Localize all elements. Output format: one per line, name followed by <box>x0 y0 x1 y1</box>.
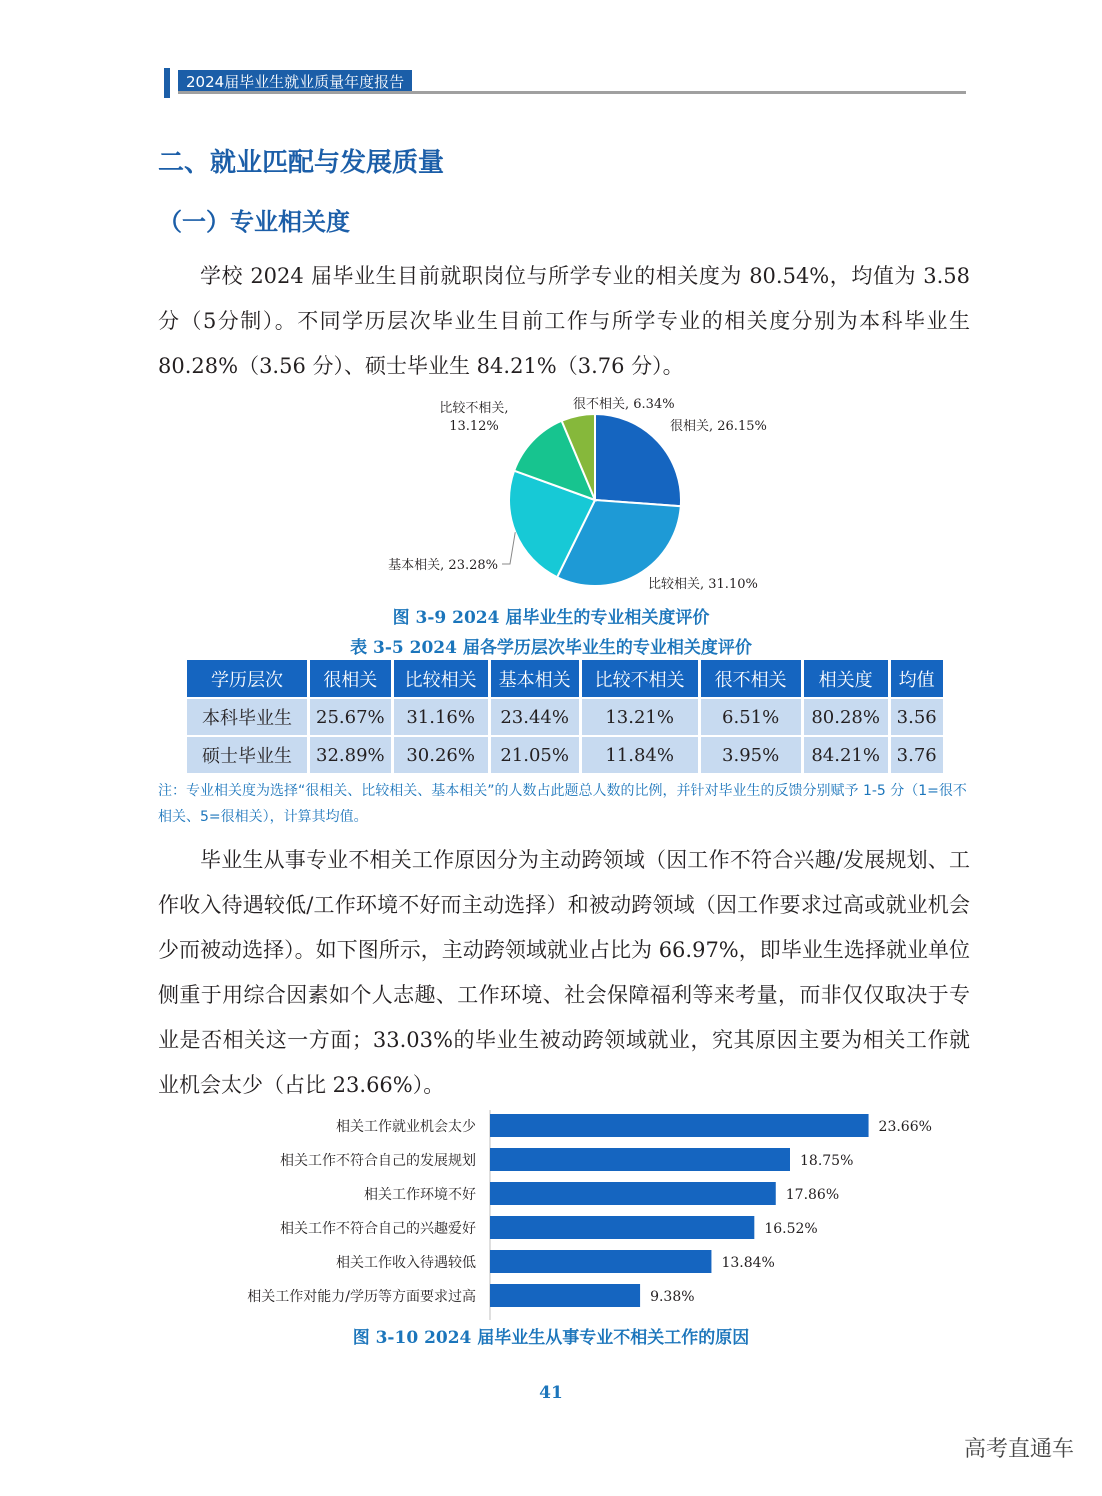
table-header-row <box>187 660 943 699</box>
bar-category-label-5: 相关工作对能力/学历等方面要求过高 <box>247 1289 476 1305</box>
bar-value-label-1: 18.75% <box>800 1153 854 1169</box>
bar-chart-svg <box>190 1110 970 1322</box>
table-row <box>187 737 943 775</box>
pie-label-0: 很相关, 26.15% <box>670 419 767 434</box>
header-rule <box>178 91 966 94</box>
figure-3-9-caption: 图 3-9 2024 届毕业生的专业相关度评价 <box>392 608 710 628</box>
pie-label-1: 比较相关, 31.10% <box>648 577 758 592</box>
table-cell: 32.89% <box>310 737 391 775</box>
bar-1 <box>490 1148 790 1171</box>
table-cell: 25.67% <box>310 699 391 737</box>
table-header-cell: 很相关 <box>310 660 391 699</box>
bar-category-label-2: 相关工作环境不好 <box>364 1187 476 1203</box>
paragraph-relevance: 学校 2024 届毕业生目前就职岗位与所学专业的相关度为 80.54%，均值为 3.58 分（5分制）。不同学历层次毕业生目前工作与所学专业的相关度分别为本科毕业生 80.28%（3.56 分）、硕士毕业生 84.21%（3.76 分）。 <box>158 264 970 378</box>
table-cell: 21.05% <box>491 737 579 775</box>
bar-0 <box>490 1114 869 1137</box>
bar-category-label-4: 相关工作收入待遇较低 <box>336 1255 476 1271</box>
bar-category-label-3: 相关工作不符合自己的兴趣爱好 <box>280 1221 476 1237</box>
pie-slice-0 <box>595 414 681 506</box>
bar-3 <box>490 1216 754 1239</box>
table-cell: 3.76 <box>891 737 943 775</box>
table-cell: 6.51% <box>701 699 801 737</box>
header-accent-bar <box>164 68 170 98</box>
table-cell: 31.16% <box>394 699 488 737</box>
pie-label-3: 比较不相关, <box>439 401 509 416</box>
watermark: 高考直通车 <box>963 1437 1074 1462</box>
paragraph-reasons: 毕业生从事专业不相关工作原因分为主动跨领域（因工作不符合兴趣/发展规划、工作收入待遇较低/工作环境不好而主动选择）和被动跨领域（因工作要求过高或就业机会少而被动选择）。如下图所示，主动跨领域就业占比为 66.97%，即毕业生选择就业单位侧重于用综合因素如个人志趣、工作环境、社会保障福利等来考量，而非仅仅取决于专业是否相关这一方面；33.03%的毕业生被动跨领域就业，究其原因主要为相关工作就业机会太少（占比 23.66%）。 <box>158 848 970 1097</box>
figure-3-10-caption: 图 3-10 2024 届毕业生从事专业不相关工作的原因 <box>352 1328 750 1348</box>
bar-2 <box>490 1182 776 1205</box>
pie-label-line2-3: 13.12% <box>449 419 499 434</box>
pie-leader-line <box>502 532 515 564</box>
table-cell: 80.28% <box>804 699 888 737</box>
table-cell: 11.84% <box>582 737 698 775</box>
section-title: 二、就业匹配与发展质量 <box>158 148 445 178</box>
pie-chart <box>360 388 800 598</box>
bar-value-label-0: 23.66% <box>878 1119 932 1135</box>
bar-value-label-5: 9.38% <box>650 1289 695 1305</box>
table-cell: 硕士毕业生 <box>187 737 307 775</box>
table-cell: 84.21% <box>804 737 888 775</box>
bar-4 <box>490 1250 711 1273</box>
table-cell: 13.21% <box>582 699 698 737</box>
table-3-5-caption: 表 3-5 2024 届各学历层次毕业生的专业相关度评价 <box>350 638 752 658</box>
table-note: 注：专业相关度为选择“很相关、比较相关、基本相关”的人数占此题总人数的比例，并针对毕业生的反馈分别赋予 1-5 分（1=很不相关、5=很相关），计算其均值。 <box>158 783 967 825</box>
pie-label-2: 基本相关, 23.28% <box>388 558 498 573</box>
pie-chart-svg <box>360 388 800 598</box>
bar-chart <box>190 1110 970 1322</box>
table-header-cell: 比较不相关 <box>582 660 698 699</box>
subsection-title: （一）专业相关度 <box>158 208 350 236</box>
table-header-cell: 很不相关 <box>701 660 801 699</box>
table-header-cell: 学历层次 <box>187 660 307 699</box>
bar-value-label-3: 16.52% <box>764 1221 818 1237</box>
table-cell: 23.44% <box>491 699 579 737</box>
table-cell: 3.95% <box>701 737 801 775</box>
table-header-cell: 相关度 <box>804 660 888 699</box>
bar-category-label-1: 相关工作不符合自己的发展规划 <box>280 1153 476 1169</box>
table-row <box>187 699 943 737</box>
pie-label-4: 很不相关, 6.34% <box>573 397 675 412</box>
report-header-title: 2024届毕业生就业质量年度报告 <box>178 70 412 94</box>
table-header-cell: 基本相关 <box>491 660 579 699</box>
bar-5 <box>490 1284 640 1307</box>
bar-value-label-4: 13.84% <box>721 1255 775 1271</box>
table-cell: 30.26% <box>394 737 488 775</box>
relevance-table <box>184 660 946 775</box>
page-number: 41 <box>539 1383 563 1403</box>
table-cell: 3.56 <box>891 699 943 737</box>
table-cell: 本科毕业生 <box>187 699 307 737</box>
bar-value-label-2: 17.86% <box>785 1187 840 1203</box>
bar-category-label-0: 相关工作就业机会太少 <box>336 1119 476 1135</box>
table-header-cell: 比较相关 <box>394 660 488 699</box>
table-header-cell: 均值 <box>891 660 943 699</box>
